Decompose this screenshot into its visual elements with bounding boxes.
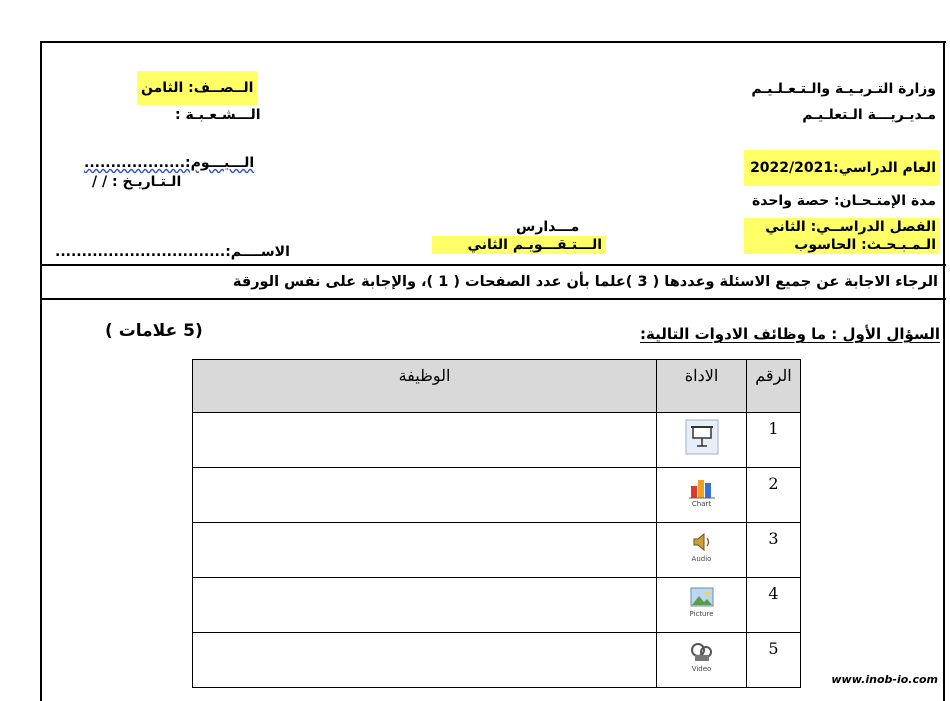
row-number: 3 [747, 523, 801, 578]
evaluation-label: الـــتـقـــويـم الثاني [432, 236, 606, 254]
date-field: الـتـاريـخ : / / [92, 174, 182, 190]
section: الـــشـعـبـة : [175, 107, 261, 123]
tool-cell [657, 633, 747, 688]
row-number: 5 [747, 633, 801, 688]
function-answer-cell[interactable] [193, 633, 657, 688]
subject: الـمـبـحـث: الحاسوب [744, 236, 940, 254]
table-row [193, 633, 801, 688]
tool-cell [657, 578, 747, 633]
function-answer-cell[interactable] [193, 468, 657, 523]
instructions-text: الرجاء الاجابة عن جميع الاسئلة وعددها ( 3 )علما بأن عدد الصفحات ( 1 )، والإجابة على نفس الورقة [232, 274, 938, 290]
table-header-row [193, 360, 801, 413]
instruction-border-bottom [40, 298, 946, 300]
student-name-field: الاســــم:................................ [55, 244, 290, 260]
row-number: 2 [747, 468, 801, 523]
function-answer-cell[interactable] [193, 523, 657, 578]
page-border-right [943, 41, 945, 701]
chart-icon [685, 474, 719, 510]
function-answer-cell[interactable] [193, 578, 657, 633]
page-border-top [40, 41, 946, 43]
row-number: 4 [747, 578, 801, 633]
picture-icon [685, 584, 719, 620]
audio-label: Audio [691, 555, 712, 563]
directorate-label: مـديـريـــة الـتعلـيـم [802, 107, 936, 123]
row-number: 1 [747, 413, 801, 468]
picture-label: Picture [689, 610, 714, 618]
exam-duration: مدة الإمتـحـان: حصة واحدة [751, 193, 936, 209]
semester: الفصل الدراســي: الثاني [744, 218, 940, 236]
table-row [193, 468, 801, 523]
day-text: الـــيـــوم:................... [84, 155, 255, 171]
grade: الــصــف: الثامن [137, 71, 257, 105]
header-tool: الاداة [657, 360, 747, 413]
audio-icon [685, 529, 719, 565]
instruction-border-top [40, 264, 946, 266]
schools-label: مـــدارس [516, 219, 580, 235]
page-border-left [40, 41, 42, 701]
header-number: الرقم [747, 360, 801, 413]
table-row [193, 523, 801, 578]
tools-table [192, 359, 801, 688]
tool-cell [657, 523, 747, 578]
watermark: www.inob-io.com [831, 673, 938, 686]
day-field [84, 154, 254, 172]
function-answer-cell[interactable] [193, 413, 657, 468]
chart-label: Chart [691, 500, 712, 508]
ministry-label: وزارة التـربـيـة والـتـعـلـيـم [751, 81, 936, 97]
video-label: Video [691, 665, 712, 673]
question-marks: (5 علامات ) [105, 321, 203, 341]
video-icon [685, 639, 719, 675]
academic-year: العام الدراسي:2022/2021 [744, 150, 940, 186]
question-title: السؤال الأول : ما وظائف الادوات التالية: [639, 325, 940, 343]
slideshow-icon [685, 419, 719, 455]
header-function: الوظيفة [193, 360, 657, 413]
tool-cell [657, 413, 747, 468]
table-row [193, 578, 801, 633]
table-row [193, 413, 801, 468]
tool-cell [657, 468, 747, 523]
